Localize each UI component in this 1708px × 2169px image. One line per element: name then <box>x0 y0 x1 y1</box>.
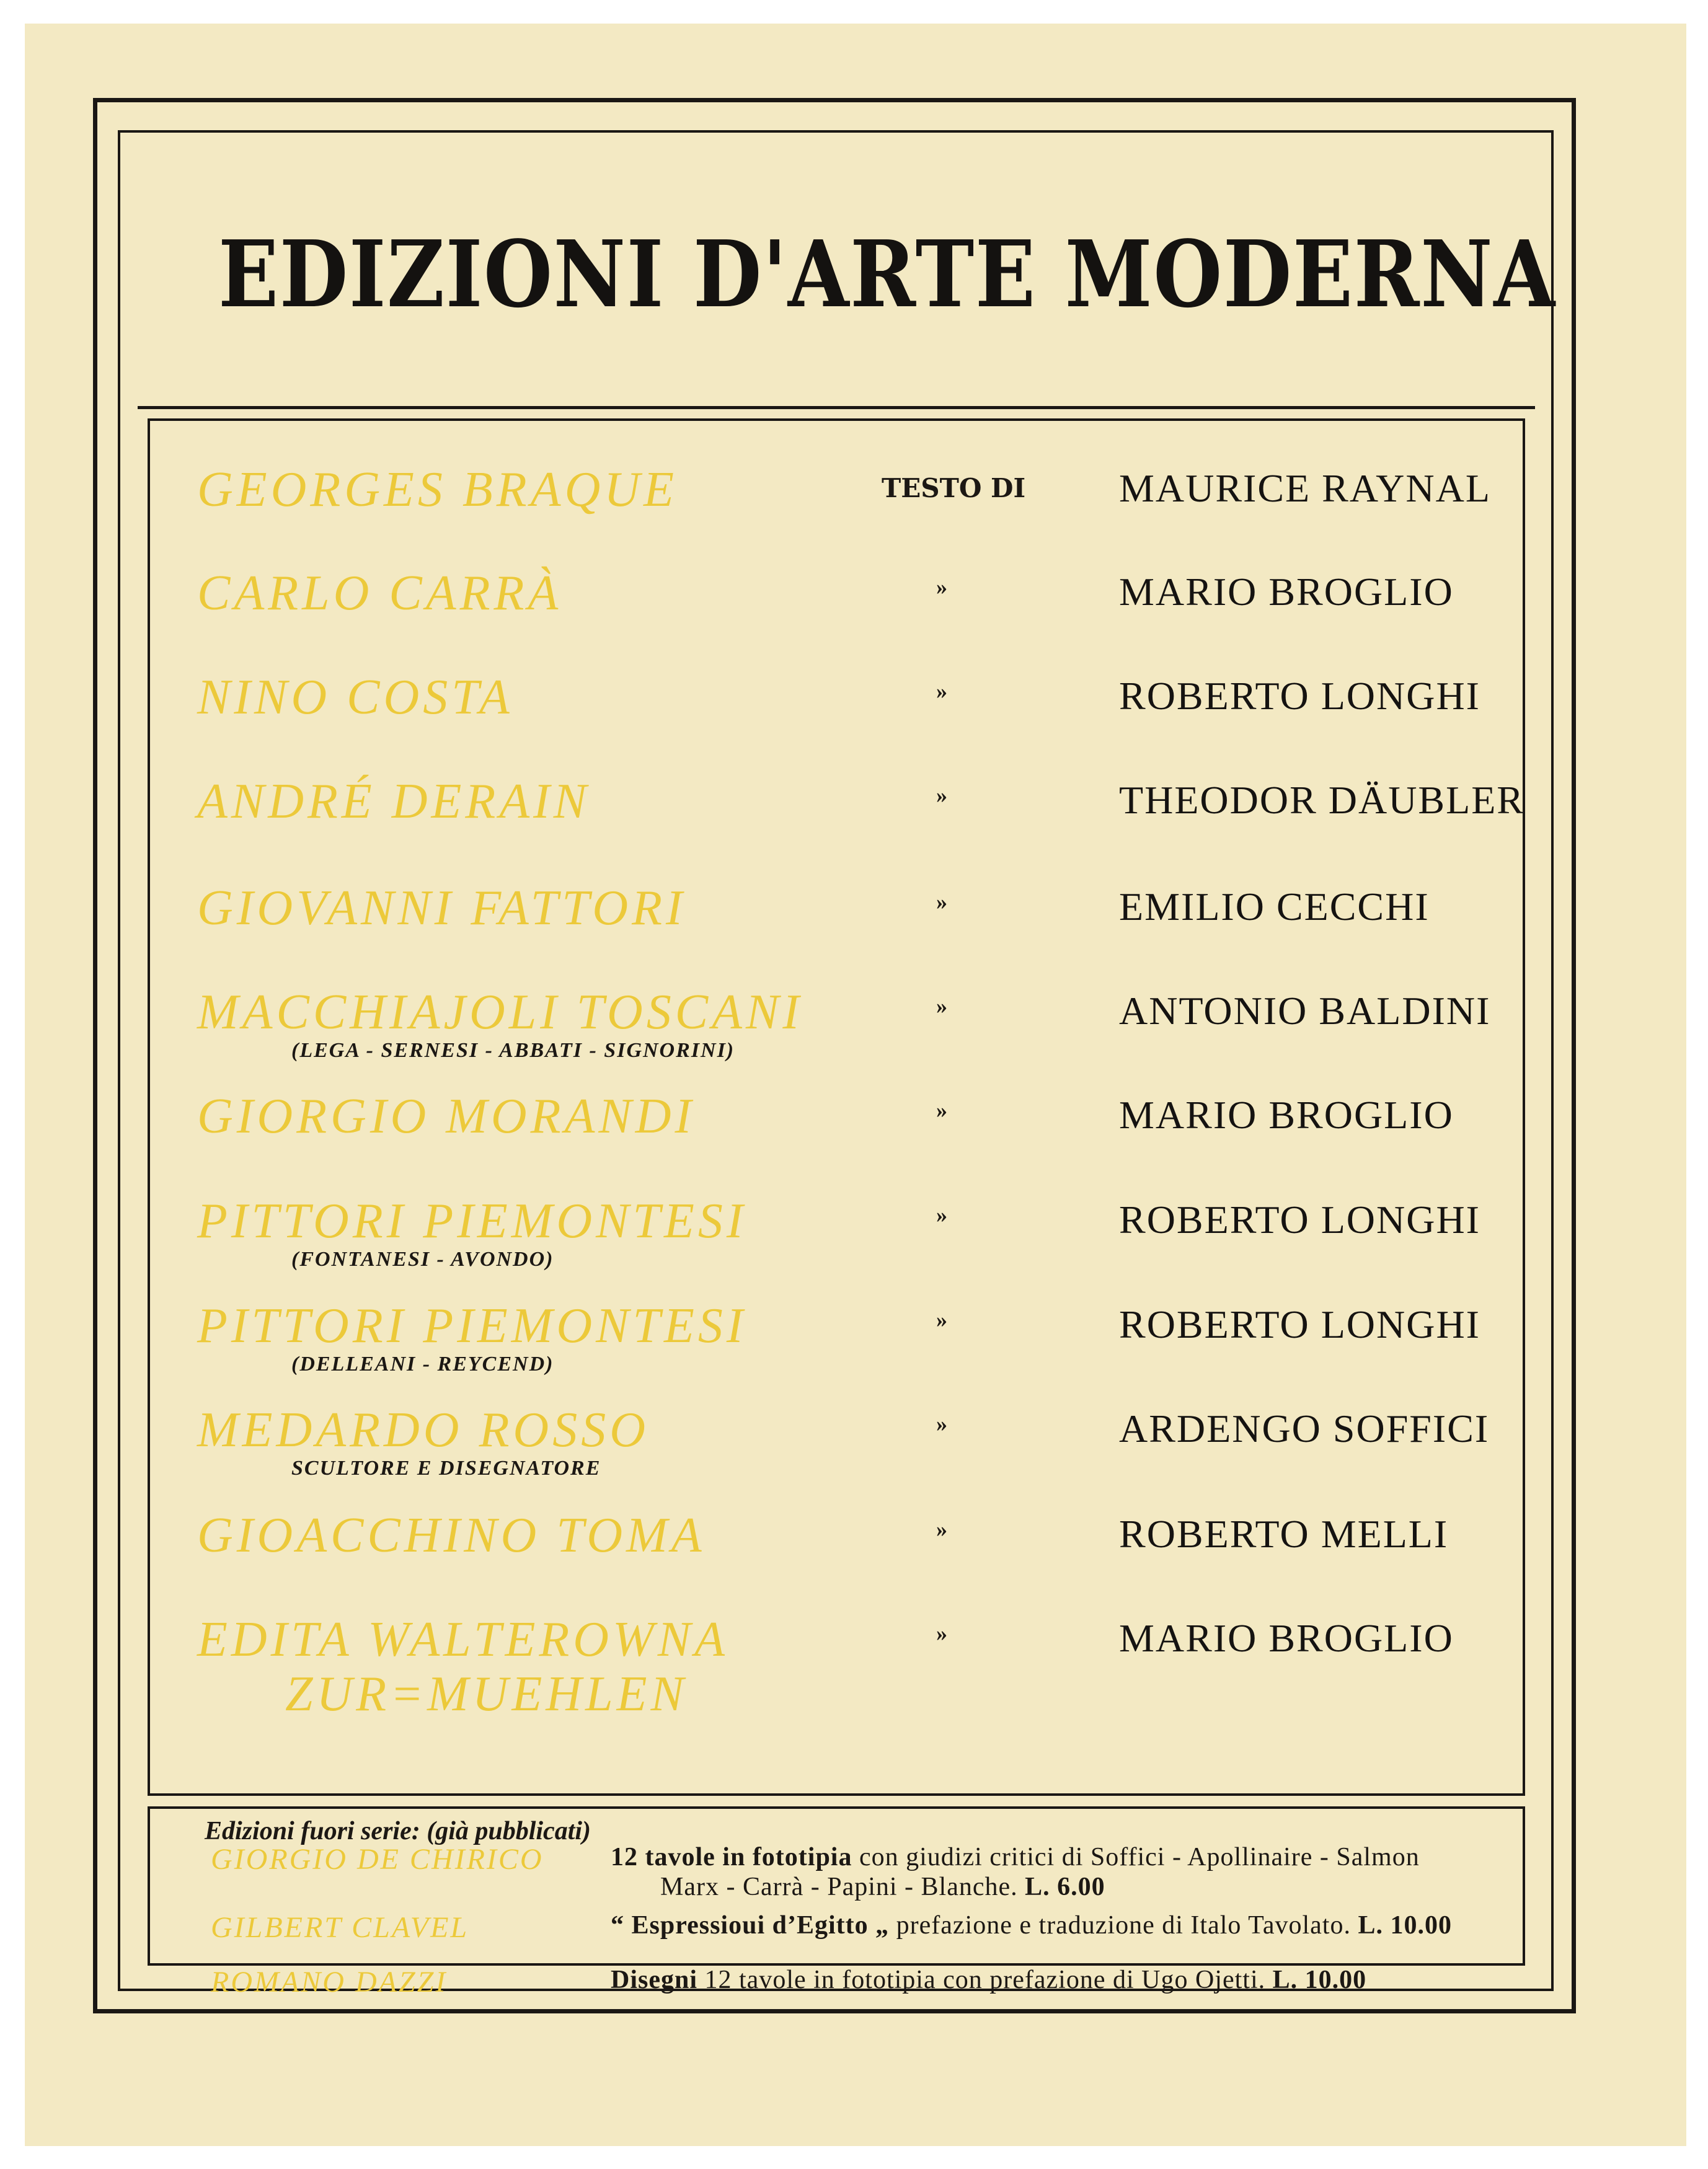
artist-note: SCULTORE E DISEGNATORE <box>291 1457 601 1480</box>
ditto-mark: » <box>936 994 947 1018</box>
description-bold: 12 tavole in fototipia <box>611 1843 852 1871</box>
description-line2 <box>611 1872 1420 1902</box>
extra-description <box>611 1965 1366 1995</box>
author-name: MARIO BROGLIO <box>1119 570 1454 614</box>
catalog-entry <box>0 669 1708 756</box>
description-text: con giudizi critici di Soffici - Apollinaire - Salmon <box>852 1843 1420 1871</box>
author-name: ROBERTO LONGHI <box>1119 1302 1480 1346</box>
page-title: EDIZIONI D'ARTE MODERNA <box>218 220 1556 328</box>
ditto-mark: » <box>936 679 947 704</box>
extra-artist-name: ROMANO DAZZI <box>211 1966 448 1999</box>
price: L. 6.00 <box>1017 1873 1105 1901</box>
ditto-mark: » <box>936 783 947 808</box>
extra-artist-name: GILBERT CLAVEL <box>211 1911 469 1944</box>
description-text-line2: Marx - Carrà - Papini - Blanche. <box>660 1873 1018 1901</box>
artist-name: GIORGIO MORANDI <box>197 1089 696 1144</box>
artist-name: MACCHIAJOLI TOSCANI <box>197 985 803 1040</box>
artist-name: NINO COSTA <box>197 670 513 725</box>
catalog-entry <box>0 774 1708 860</box>
artist-name: EDITA WALTEROWNA <box>197 1612 728 1667</box>
author-name: ARDENGO SOFFICI <box>1119 1407 1490 1451</box>
ditto-mark: » <box>936 575 947 599</box>
artist-name: GIOVANNI FATTORI <box>197 881 686 935</box>
author-name: ROBERTO LONGHI <box>1119 1198 1480 1242</box>
artist-name: CARLO CARRÀ <box>197 566 562 621</box>
catalog-entry <box>0 984 1708 1071</box>
catalog-entry <box>0 1402 1708 1489</box>
artist-name: GEORGES BRAQUE <box>197 462 678 517</box>
description-text: 12 tavole in fototipia con prefazione di Ugo Ojetti. <box>697 1966 1266 1994</box>
artist-name: PITTORI PIEMONTESI <box>197 1194 747 1248</box>
artist-name: PITTORI PIEMONTESI <box>197 1299 747 1353</box>
artist-note: (LEGA - SERNESI - ABBATI - SIGNORINI) <box>291 1039 735 1062</box>
price: L. 10.00 <box>1350 1911 1452 1940</box>
ditto-mark: » <box>936 890 947 914</box>
catalog-entry <box>0 1193 1708 1280</box>
extra-description <box>611 1842 1420 1902</box>
catalog-entry <box>0 1508 1708 1594</box>
ditto-mark: » <box>936 1203 947 1227</box>
ditto-mark: » <box>936 1098 947 1123</box>
author-name: MARIO BROGLIO <box>1119 1093 1454 1137</box>
title-divider <box>138 406 1535 409</box>
ditto-mark: » <box>936 1517 947 1542</box>
author-name: ROBERTO MELLI <box>1119 1512 1449 1556</box>
catalog-entry <box>0 565 1708 652</box>
ditto-mark: » <box>936 1411 947 1436</box>
description-bold: Disegni <box>611 1966 698 1994</box>
artist-note: (FONTANESI - AVONDO) <box>291 1248 554 1271</box>
author-name: MARIO BROGLIO <box>1119 1616 1454 1660</box>
artist-name: MEDARDO ROSSO <box>197 1403 649 1457</box>
author-name: THEODOR DÄUBLER <box>1119 778 1524 822</box>
text-by-label: TESTO DI <box>882 473 1026 503</box>
artist-name-line2: ZUR=MUEHLEN <box>285 1667 688 1721</box>
description-text: prefazione e traduzione di Italo Tavolato. <box>889 1911 1351 1940</box>
ditto-mark: » <box>936 1621 947 1646</box>
extra-artist-name: GIORGIO DE CHIRICO <box>211 1843 544 1876</box>
catalog-entry <box>0 1298 1708 1385</box>
price: L. 10.00 <box>1265 1966 1367 1994</box>
artist-name: GIOACCHINO TOMA <box>197 1508 706 1563</box>
author-name: EMILIO CECCHI <box>1119 885 1430 929</box>
author-name: ROBERTO LONGHI <box>1119 674 1480 718</box>
extra-editions-heading: Edizioni fuori serie: (già pubblicati) <box>205 1817 591 1845</box>
author-name: ANTONIO BALDINI <box>1119 989 1491 1033</box>
catalog-entry <box>0 1612 1708 1721</box>
author-name: MAURICE RAYNAL <box>1119 466 1491 510</box>
catalog-entry <box>0 1089 1708 1175</box>
artist-name: ANDRÉ DERAIN <box>197 774 591 829</box>
ditto-mark: » <box>936 1307 947 1332</box>
artist-note: (DELLEANI - REYCEND) <box>291 1353 554 1376</box>
extra-description <box>611 1911 1452 1940</box>
description-bold: “ Espressioui d’Egitto „ <box>611 1911 890 1940</box>
catalog-entry <box>0 462 1708 549</box>
catalog-entry <box>0 880 1708 967</box>
